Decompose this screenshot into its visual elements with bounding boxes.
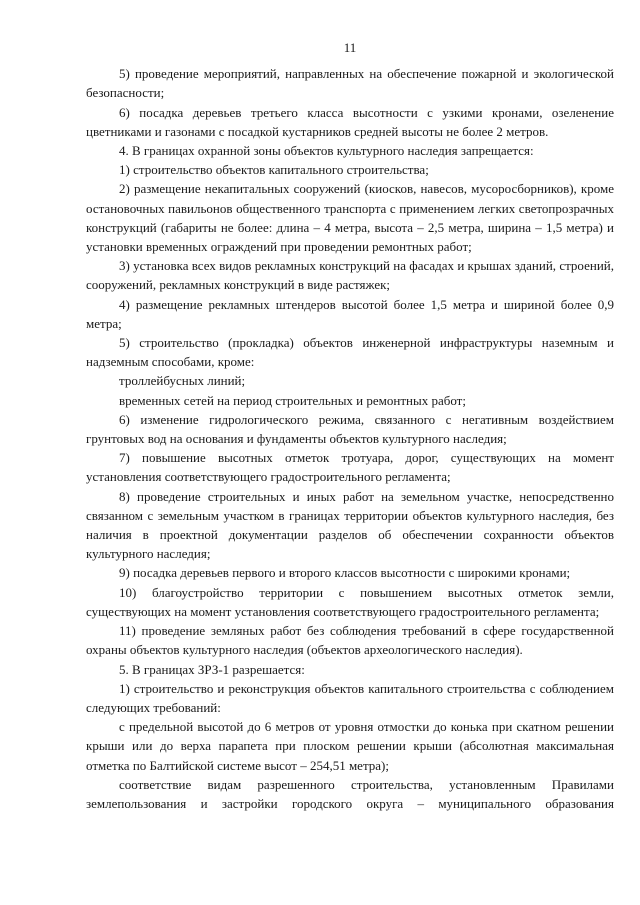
paragraph-17: 5. В границах ЗРЗ-1 разрешается:	[119, 661, 305, 677]
paragraph-18: 1) строительство и реконструкция объектов капитального строительства с соблюдением следующих требований:	[86, 680, 614, 715]
paragraph-12: 7) повышение высотных отметок тротуара, дорог, существующих на момент установления соответствующего градостроительного регламента;	[86, 450, 614, 485]
paragraph-2: 6) посадка деревьев третьего класса высотности с узкими кронами, озеленение цветниками и газонами с посадкой кустарников средней высоты не более 2 метров.	[86, 104, 614, 139]
paragraph-8: 5) строительство (прокладка) объектов инженерной инфраструктуры наземным и надземным способами, кроме:	[86, 335, 614, 370]
paragraph-4: 1) строительство объектов капитального строительства;	[119, 162, 429, 178]
paragraph-5: 2) размещение некапитальных сооружений (киосков, навесов, мусоросборников), кроме остановочных павильонов общественного транспорта с применением легких светопрозрачных конструкций (габариты не более: длина – 4 метра, высота – 2,5 метра, ширина – 1,5 метра) и установки временных ограждений при проведении ремонтных работ;	[86, 181, 614, 255]
paragraph-3: 4. В границах охранной зоны объектов культурного наследия запрещается:	[119, 143, 534, 159]
paragraph-9: троллейбусных линий;	[119, 373, 246, 389]
paragraph-19: с предельной высотой до 6 метров от уровня отмостки до конька при скатном решении крыши или до верха парапета при плоском решении крыши (абсолютная максимальная отметка по Балтийской системе высот – 254,51 метра);	[86, 719, 614, 773]
paragraph-15: 10) благоустройство территории с повышением высотных отметок земли, существующих на момент установления соответствующего градостроительного регламента;	[86, 584, 614, 619]
paragraph-10: временных сетей на период строительных и ремонтных работ;	[119, 392, 466, 408]
paragraph-11: 6) изменение гидрологического режима, связанного с негативным воздействием грунтовых вод на основания и фундаменты объектов культурного наследия;	[86, 411, 614, 447]
paragraph-16: 11) проведение земляных работ без соблюдения требований в сфере государственной охраны объектов культурного наследия (объектов археологического наследия).	[86, 623, 614, 658]
paragraph-7: 4) размещение рекламных штендеров высотой более 1,5 метра и шириной более 0,9 метра;	[86, 296, 614, 331]
page-number: 11	[343, 40, 357, 55]
paragraph-6: 3) установка всех видов рекламных конструкций на фасадах и крышах зданий, строений, сооружений, рекламных конструкций в виде растяжек;	[86, 258, 614, 293]
paragraph-14: 9) посадка деревьев первого и второго классов высотности с широкими кронами;	[119, 565, 571, 581]
paragraph-20: соответствие видам разрешенного строительства, установленным Правилами землепользования и застройки городского округа – муниципального образования	[86, 776, 614, 811]
paragraph-13: 8) проведение строительных и иных работ на земельном участке, непосредственно связанном с земельным участком в границах территории объектов культурного наследия, без наличия в проектной документации разделов об обеспечении сохранности объектов культурного наследия;	[86, 488, 614, 562]
paragraph-1: 5) проведение мероприятий, направленных на обеспечение пожарной и экологической безопасности;	[86, 66, 614, 101]
